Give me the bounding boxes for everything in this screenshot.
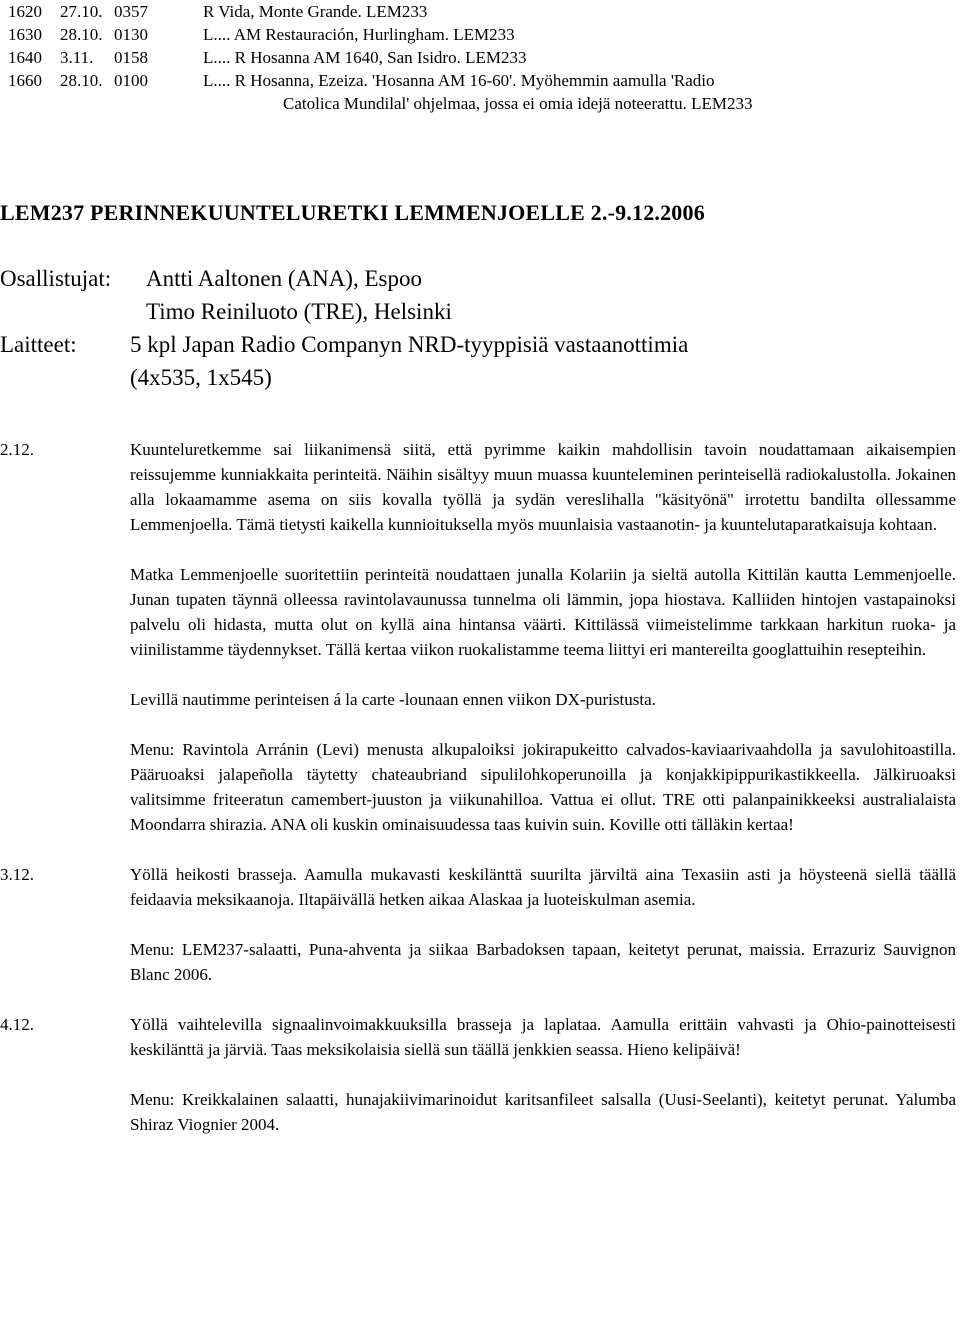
log-text: R Vida, Monte Grande. LEM233 (203, 2, 428, 21)
entry-paragraph: Menu: Ravintola Arránin (Levi) menusta alkupaloiksi jokirapukeitto calvados-kaviaarivaahdolla ja savulohitoastilla. Pääruoaksi jalapeñolla täytetty chateaubriand sipulilohkoperunoilla ja konjakkipippurikastikkeella. Jälkiruoaksi valitsimme friteeratun camembert-juuston ja viikunahilloa. Vattua ei ollut. TRE otti palanpainikkeeksi australialaista Moondarra shirazia. ANA oli kuskin ominaisuudessa taas kuivin suin. Koville otti tälläkin kertaa! (130, 740, 956, 834)
participants-row (0, 295, 950, 328)
equipment-models: (4x535, 1x545) (130, 365, 272, 390)
entry-paragraph: Yöllä vaihtelevilla signaalinvoimakkuuksilla brasseja ja laplataa. Aamulla erittäin vahvasti ja Ohio-painotteisesti keskilänttä ja järviä. Taas meksikolaisia siellä sun täällä jenkkien seassa. Hieno kelipäivä! (130, 1015, 956, 1059)
equipment-label: Laitteet: (0, 332, 77, 357)
participants-label: Osallistujat: (0, 266, 112, 291)
participant-2: Timo Reiniluoto (TRE), Helsinki (146, 299, 452, 324)
entry-paragraph: Menu: Kreikkalainen salaatti, hunajakiivimarinoidut karitsanfileet salsalla (Uusi-Seelanti), keitetyt perunat. Yalumba Shiraz Viognier 2004. (130, 1090, 956, 1134)
log-frequency: 1630 (8, 25, 42, 44)
entry-paragraph: Kuunteluretkemme sai liikanimensä siitä, että pyrimme kaikin mahdollisin tavoin noudattamaan aikaisempien reissujemme kunniakkaita perinteitä. Näihin sisältyy muun muassa kuunteleminen perinteisellä radiokalustolla. Jokainen alla lokaamamme asema on siis kovalla työllä ja sydän vereslihalla "käsityönä" irrotettu bandilta ollessamme Lemmenjoella. Tämä tietysti kaikella kunnioituksella myös muunlaisia vastaanotin- ja kuuntelutaparatkaisuja kohtaan. (130, 440, 956, 534)
log-date: 27.10. (60, 2, 103, 21)
log-date: 3.11. (60, 48, 94, 67)
participant-1: Antti Aaltonen (ANA), Espoo (146, 266, 422, 291)
log-text: L.... R Hosanna AM 1640, San Isidro. LEM233 (203, 48, 527, 67)
equipment-row (0, 361, 950, 394)
entry-paragraph: Levillä nautimme perinteisen á la carte -lounaan ennen viikon DX-puristusta. (130, 690, 656, 709)
log-frequency: 1640 (8, 48, 42, 67)
entry-text (130, 1012, 956, 1137)
diary-entry (0, 1012, 956, 1137)
entry-date: 2.12. (0, 440, 34, 459)
entry-date: 3.12. (0, 865, 34, 884)
log-date: 28.10. (60, 71, 103, 90)
participants-row (0, 262, 950, 295)
entry-paragraph: Menu: LEM237-salaatti, Puna-ahventa ja siikaa Barbadoksen tapaan, keitetyt perunat, maissia. Errazuriz Sauvignon Blanc 2006. (130, 940, 956, 984)
equipment-row (0, 328, 950, 361)
page-title: LEM237 PERINNEKUUNTELURETKI LEMMENJOELLE 2.-9.12.2006 (0, 200, 705, 225)
log-row (8, 23, 948, 46)
log-time: 0100 (114, 71, 148, 90)
entry-paragraph: Yöllä heikosti brasseja. Aamulla mukavasti keskilänttä suurilta järviltä aina Texasiin asti ja höysteenä siellä täällä feidaavia meksikaanoja. Iltapäivällä hetken aikaa Alaskaa ja luoteiskulman asemia. (130, 865, 956, 909)
entry-paragraph: Matka Lemmenjoelle suoritettiin perinteitä noudattaen junalla Kolariin ja sieltä autolla Kittilän kautta Lemmenjoelle. Junan tupaten täynnä olleessa ravintolavaunussa tunnelma oli lämmin, jopa hiostava. Kalliiden hintojen vastapainoksi palvelu oli hidasta, mutta olut on kyllä aina hintansa väärti. Kittilässä viimeistelimme tarkkaan harkitun ruoka- ja viinilistamme täydennykset. Tällä kertaa viikon ruokalistamme teema liittyi eri mantereilta googlattuihin resepteihin. (130, 565, 956, 659)
log-text: L.... AM Restauración, Hurlingham. LEM233 (203, 25, 515, 44)
log-frequency: 1660 (8, 71, 42, 90)
entry-text (130, 862, 956, 987)
log-row (8, 46, 948, 69)
log-row (8, 69, 948, 92)
diary (0, 437, 956, 1162)
log-row (8, 0, 948, 23)
log-frequency: 1620 (8, 2, 42, 21)
log-date: 28.10. (60, 25, 103, 44)
log-continuation: Catolica Mundilal' ohjelmaa, jossa ei omia idejä noteerattu. LEM233 (283, 94, 753, 113)
entry-date: 4.12. (0, 1015, 34, 1034)
diary-entry (0, 437, 956, 837)
log-time: 0130 (114, 25, 148, 44)
entry-text (130, 437, 956, 837)
trip-info (0, 262, 950, 394)
log-list (8, 0, 948, 115)
log-text: L.... R Hosanna, Ezeiza. 'Hosanna AM 16-60'. Myöhemmin aamulla 'Radio (203, 71, 715, 90)
equipment-value: 5 kpl Japan Radio Companyn NRD-tyyppisiä vastaanottimia (130, 332, 689, 357)
log-time: 0158 (114, 48, 148, 67)
diary-entry (0, 862, 956, 987)
log-time: 0357 (114, 2, 148, 21)
